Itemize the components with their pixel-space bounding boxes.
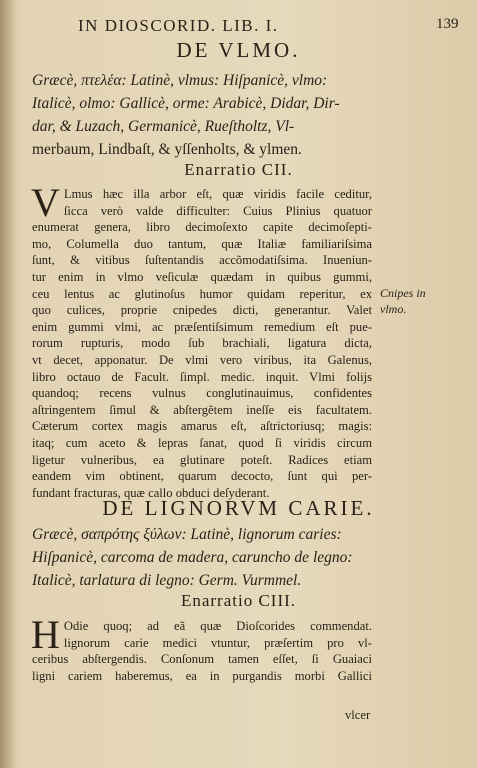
synonyms-line: Italicè, olmo: Gallicè, orme: Arabicè, Didar, Dir- bbox=[32, 95, 340, 112]
page-number: 139 bbox=[436, 16, 459, 32]
text-line: mo, Columella duo tantum, quæ Italiæ familiariſsima bbox=[32, 236, 372, 251]
synonyms-block bbox=[32, 69, 376, 161]
section-title: DE VLMO. bbox=[176, 38, 301, 62]
text-line: enim gummi vlmi, ac præſentiſsimum remedium eſt pue- bbox=[32, 319, 372, 334]
commentary-text bbox=[31, 612, 372, 684]
synonyms-block bbox=[32, 523, 376, 592]
text-line: quo culices, proprie cnipedes dicti, generantur. Valet bbox=[32, 303, 372, 318]
catchword: vlcer bbox=[345, 708, 371, 722]
text-line: ſicca verò valde difficulter: Cuius Plinius quatuor bbox=[63, 203, 372, 218]
enarratio-heading: Enarratio CII. bbox=[184, 160, 293, 179]
synonyms-line: Græcè, σαπρότης ξύλων: Latinè, lignorum caries: bbox=[32, 526, 342, 543]
synonyms-line: dar, & Luzach, Germanicè, Rueſtholtz, Vl- bbox=[32, 118, 295, 135]
commentary-text bbox=[31, 180, 372, 501]
text-line: fundant fracturas, quæ callo obduci deſyderant. bbox=[32, 485, 270, 500]
synonyms-line: Græcè, πτελέα: Latinè, vlmus: Hiſpanicè, vlmo: bbox=[32, 72, 328, 89]
text-line: ceribus abſtergendis. Conſonum tamen eſſet, ſi Guaiaci bbox=[32, 652, 372, 667]
text-line: ceu lentus ac glutinoſus humor quidam reperitur, ex bbox=[32, 286, 372, 301]
text-line: Cæterum cortex magis amarus eſt, aſtrictoriusq; magis: bbox=[32, 419, 372, 434]
running-head: IN DIOSCORID. LIB. I. bbox=[78, 16, 279, 35]
section-title: DE LIGNORVM CARIE. bbox=[102, 496, 375, 520]
text-line: ſunt, & vitibus ſuſtentandis accõmodatiſsima. Inueniun- bbox=[32, 253, 372, 268]
drop-cap-initial: V bbox=[31, 180, 60, 225]
text-line: ligni cariem haberemus, ea in purgandis morbi Gallici bbox=[32, 668, 372, 683]
enarratio-heading: Enarratio CIII. bbox=[180, 591, 297, 610]
marginal-note bbox=[380, 285, 426, 317]
text-line: rorum rupturis, modo ſub brachiali, ligatura dicta, bbox=[32, 336, 372, 351]
drop-cap-initial: H bbox=[31, 612, 60, 657]
synonyms-line: merbaum, Lindbaſt, & yſſenholts, & ylmen. bbox=[32, 141, 302, 158]
synonyms-line: Italicè, tarlatura di legno: Germ. Vurmmel. bbox=[32, 572, 302, 589]
text-line: Odie quoq; ad eã quæ Dioſcorides commendat. bbox=[63, 619, 372, 633]
marginal-note-line: vlmo. bbox=[380, 302, 407, 316]
synonyms-line: Hiſpanicè, carcoma de madera, caruncho de legno: bbox=[32, 549, 353, 566]
text-line: itaq; cum aceto & lepras ſanat, quod ſi viridis circum bbox=[32, 435, 372, 450]
text-line: eandem vim obtinent, quarum decocto, ſunt qui per- bbox=[32, 469, 372, 484]
text-line: lignorum carie medici vtuntur, præſertim pro vl- bbox=[63, 635, 372, 650]
marginal-note-line: Cnipes in bbox=[380, 286, 426, 300]
text-line: libro octauo de Facult. ſimpl. medic. inquit. Vlmi folijs bbox=[32, 369, 372, 384]
text-line: Lmus hæc illa arbor eſt, quæ viridis facile ceditur, bbox=[63, 187, 372, 201]
text-line: ligetur vulneribus, ea glutinare poteſt. Radices etiam bbox=[32, 452, 372, 467]
text-line: vt decet, apponatur. De vlmi vero viribus, ita Galenus, bbox=[32, 352, 372, 367]
text-line: enumerat genera, libro decimoſexto capite decimoſepti- bbox=[32, 220, 372, 235]
text-line: aſtringentem ſimul & abſtergẽtem ineſſe eis facultatem. bbox=[32, 402, 372, 417]
text-line: tur enim in vlmo veſiculæ quædam in quibus gummi, bbox=[32, 269, 372, 284]
spine-shadow bbox=[0, 0, 16, 768]
text-line: quandoq; recens vulnus conglutinauimus, confidentes bbox=[32, 386, 372, 401]
